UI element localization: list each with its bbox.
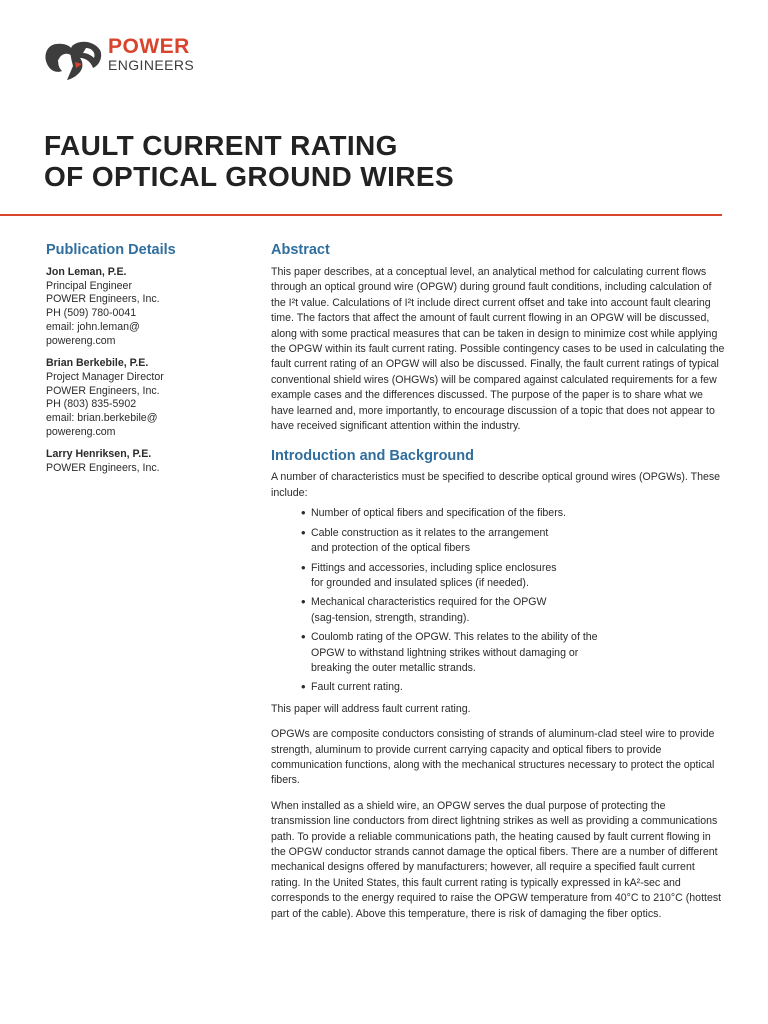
author-company: POWER Engineers, Inc. [46, 462, 160, 475]
author-block [46, 357, 246, 439]
title-divider [0, 214, 722, 216]
intro-lead-paragraph: A number of characteristics must be specified to describe optical ground wires (OPGWs). These include: [271, 471, 721, 499]
list-item: • Number of optical fibers and specification of the fibers. [301, 506, 725, 521]
list-item: • Coulomb rating of the OPGW. This relates to the ability of the OPGW to withstand lightning strikes without damaging or breaking the outer metallic strands. [301, 630, 611, 676]
document-title [44, 130, 454, 192]
list-item: • Cable construction as it relates to the arrangement and protection of the optical fibers [301, 526, 566, 557]
author-block [46, 266, 246, 348]
author-block [46, 448, 246, 475]
logo-word-engineers: ENGINEERS [108, 57, 195, 73]
title-line-2: OF OPTICAL GROUND WIRES [44, 161, 455, 192]
author-email-domain: powereng.com [46, 425, 116, 438]
list-item: • Fault current rating. [301, 680, 725, 695]
author-phone: PH (509) 780-0041 [46, 307, 137, 320]
author-email-domain: powereng.com [46, 334, 116, 347]
scope-paragraph: This paper will address fault current rating. [271, 702, 471, 715]
author-title: Principal Engineer [46, 279, 132, 292]
introduction-heading: Introduction and Background [271, 448, 474, 465]
author-name: Larry Henriksen, P.E. [46, 448, 152, 461]
list-item: • Fittings and accessories, including splice enclosures for grounded and insulated splices (if needed). [301, 561, 566, 592]
shield-wire-paragraph: When installed as a shield wire, an OPGW serves the dual purpose of protecting the transmission line conductors from direct lightning strikes as well as providing a communications path. To provide a reliable communications path, the heating caused by fault current flowing in the OPGW conductor strands cannot damage the optical fibers. There are a number of different mechanical designs offered by manufacturers; however, all require a specified fault current rating. In the United States, this fault current rating is typically expressed in kA²-sec and corresponds to the energy required to raise the OPGW temperature from 40°C to 210°C (hottest part of the cable). Above this temperature, there is risk of damaging the fiber optics. [271, 799, 722, 920]
list-item: • Mechanical characteristics required for the OPGW (sag-tension, strength, stranding). [301, 595, 566, 626]
publication-details-sidebar [46, 241, 246, 485]
publication-details-heading: Publication Details [46, 242, 176, 258]
author-title: Project Manager Director [46, 370, 164, 383]
company-logo [42, 33, 212, 83]
author-email: email: john.leman@ [46, 320, 140, 333]
author-name: Jon Leman, P.E. [46, 266, 127, 278]
ram-head-icon [42, 36, 104, 82]
abstract-text: This paper describes, at a conceptual level, an analytical method for calculating current flows through an optical ground wire (OPGW) during ground fault conditions, including calculation of the I²t value. Calculations of I²t include direct current offset and take into account fault clearing time. The factors that affect the amount of fault current flowing in an OPGW will be discussed, along with some practical measures that can be taken in design to minimize cost while applying the OPGW within its fault current rating. Possible contingency cases to be used in calculating the fault current rating of an OPGW will also be discussed. Finally, the fault current ratings of typical conventional shield wires (OHGWs) will be compared against calculated requirements for a few example cases and the differences discussed. The purpose of the paper is to share what we have learned and, more importantly, to encourage discussion of a topic that does not appear to have received significant attention within the industry. [271, 266, 725, 433]
author-email: email: brian.berkebile@ [46, 412, 158, 425]
characteristics-list [271, 506, 725, 695]
main-content [271, 241, 725, 922]
author-name: Brian Berkebile, P.E. [46, 357, 149, 370]
abstract-heading: Abstract [271, 242, 330, 258]
author-company: POWER Engineers, Inc. [46, 384, 160, 397]
opgw-composition-paragraph: OPGWs are composite conductors consisting of strands of aluminum-clad steel wire to provide strength, aluminum to provide current carrying capacity and optical fibers to provide communication functions, along with the mechanical structures necessary to protect the optical fibers. [271, 728, 715, 787]
author-phone: PH (803) 835-5902 [46, 398, 137, 411]
logo-word-power: POWER [108, 35, 190, 58]
author-company: POWER Engineers, Inc. [46, 293, 160, 306]
title-line-1: FAULT CURRENT RATING [44, 130, 398, 161]
